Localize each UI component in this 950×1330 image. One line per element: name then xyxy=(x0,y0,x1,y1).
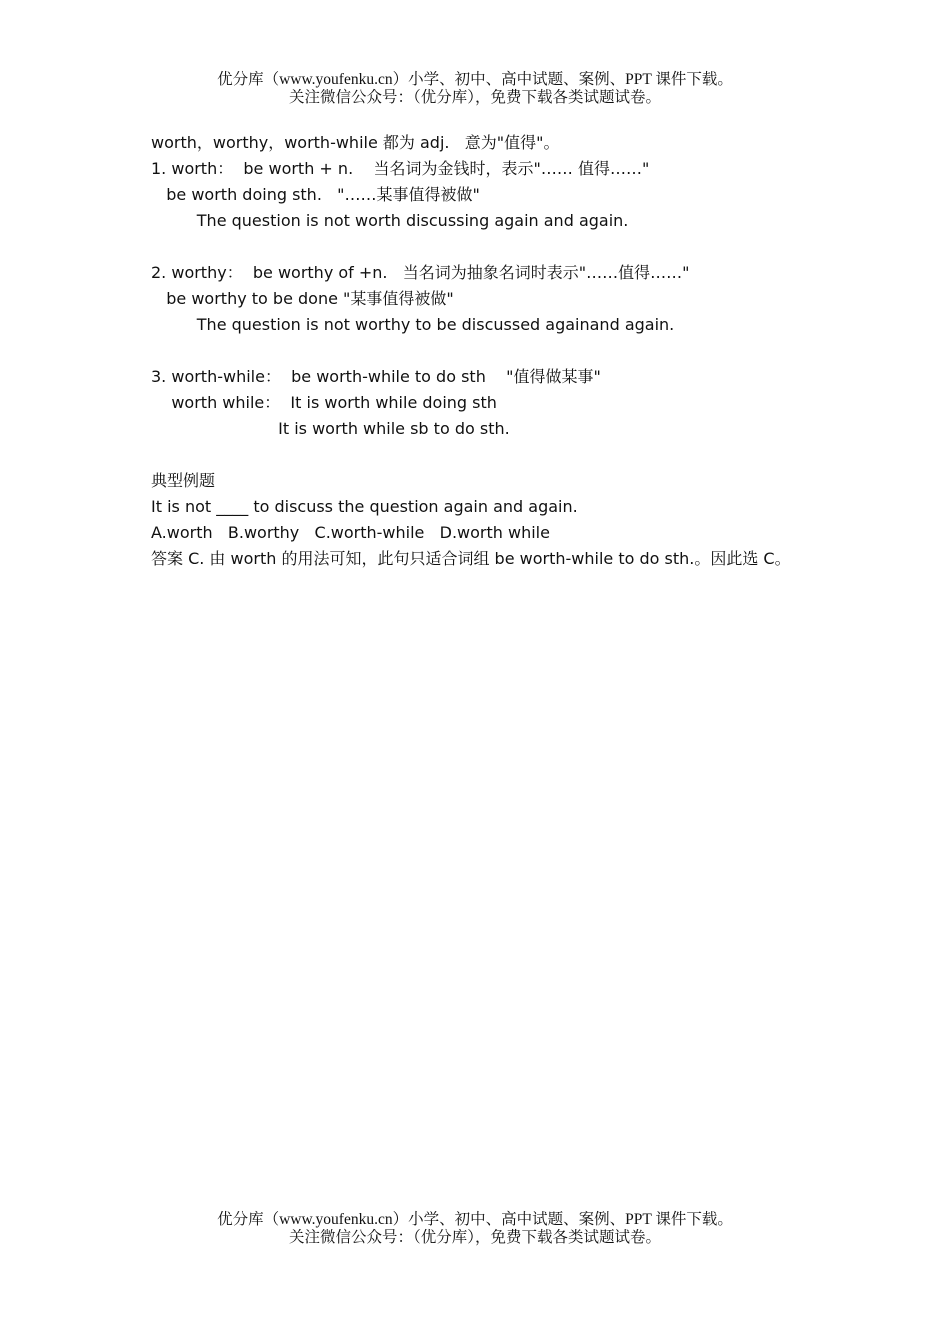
section-1-title: 1. worth： be worth + n. 当名词为金钱时，表示"…… 值得……" xyxy=(151,159,650,178)
blank-line xyxy=(151,442,811,468)
document-body xyxy=(151,130,811,572)
page-header xyxy=(0,71,950,107)
section-3-usage-1: worth while： It is worth while doing sth xyxy=(151,393,497,412)
section-2-title: 2. worthy： be worthy of +n. 当名词为抽象名词时表示"……值得……" xyxy=(151,263,690,282)
section-2-example: The question is not worthy to be discussed againand again. xyxy=(151,315,675,334)
example-heading: 典型例题 xyxy=(151,471,216,490)
section-3-title: 3. worth-while： be worth-while to do sth "值得做某事" xyxy=(151,367,601,386)
answer-explanation: 答案 C. 由 worth 的用法可知，此句只适合词组 be worth-while to do sth.。因此选 C。 xyxy=(151,549,791,568)
page-footer xyxy=(0,1211,950,1247)
question-text: It is not ____ to discuss the question again and again. xyxy=(151,497,578,516)
blank-line xyxy=(151,234,811,260)
section-1-example: The question is not worth discussing again and again. xyxy=(151,211,629,230)
section-3-usage-2: It is worth while sb to do sth. xyxy=(151,419,510,438)
footer-line-1: 优分库（www.youfenku.cn）小学、初中、高中试题、案例、PPT 课件下载。 xyxy=(217,1211,733,1228)
answer-options: A.worth B.worthy C.worth-while D.worth while xyxy=(151,523,550,542)
header-line-1: 优分库（www.youfenku.cn）小学、初中、高中试题、案例、PPT 课件下载。 xyxy=(217,71,733,88)
section-1-usage: be worth doing sth. "……某事值得被做" xyxy=(151,185,480,204)
section-2-usage: be worthy to be done "某事值得被做" xyxy=(151,289,454,308)
intro-line: worth，worthy，worth-while 都为 adj. 意为"值得"。 xyxy=(151,133,560,152)
blank-line xyxy=(151,338,811,364)
header-line-2: 关注微信公众号：（优分库），免费下载各类试题试卷。 xyxy=(288,89,661,106)
footer-line-2: 关注微信公众号：（优分库），免费下载各类试题试卷。 xyxy=(288,1229,661,1246)
